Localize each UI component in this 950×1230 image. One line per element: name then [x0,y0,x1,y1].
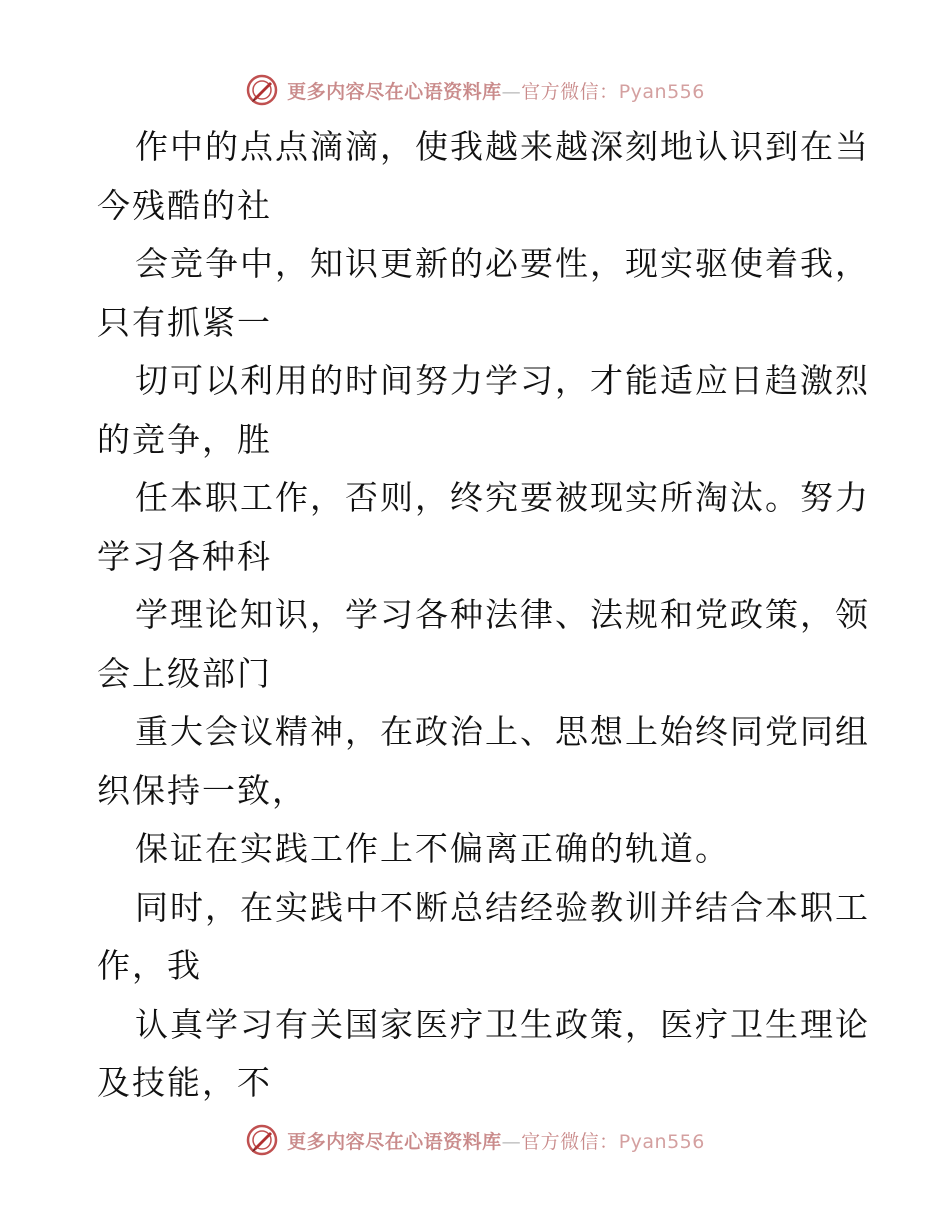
text-line: 重大会议精神，在政治上、思想上始终同党同组 [135,712,870,751]
text-line: 会上级部门 [97,653,272,693]
footer-watermark [0,1120,950,1160]
text-line: 只有抓紧一 [97,302,272,342]
document-body [97,118,870,1113]
text-line: 保证在实践工作上不偏离正确的轨道。 [135,829,730,868]
text-line: 学习各种科 [97,536,272,576]
watermark-official: 官方微信： [521,1130,619,1153]
watermark-text [287,77,705,104]
text-line: 切可以利用的时间努力学习，才能适应日趋激烈 [135,361,870,400]
watermark-brand: 更多内容尽在心语资料库 [287,1130,502,1153]
pen-logo-icon [245,1123,279,1157]
header-watermark [0,70,950,110]
watermark-text [287,1127,705,1154]
text-line: 会竞争中，知识更新的必要性，现实驱使着我， [135,244,870,283]
text-line: 织保持一致， [97,770,307,810]
text-line: 认真学习有关国家医疗卫生政策，医疗卫生理论 [135,1004,870,1044]
text-line: 今残酷的社 [97,185,272,225]
pen-logo-icon [245,73,279,107]
watermark-separator: — [501,1130,522,1153]
watermark-official: 官方微信： [521,80,619,103]
watermark-brand: 更多内容尽在心语资料库 [287,80,502,103]
watermark-wechat-id: Pyan556 [618,1130,705,1153]
text-line: 同时，在实践中不断总结经验教训并结合本职工 [135,887,870,927]
text-line: 及技能，不 [97,1063,272,1102]
text-line: 作中的点点滴滴，使我越来越深刻地认识到在当 [135,127,870,166]
text-line: 任本职工作，否则，终究要被现实所淘汰。努力 [135,478,870,517]
text-line: 作，我 [97,946,202,985]
text-line: 的竞争，胜 [97,419,272,459]
watermark-separator: — [501,80,522,103]
watermark-wechat-id: Pyan556 [618,80,705,103]
text-line: 学理论知识，学习各种法律、法规和党政策，领 [135,595,870,634]
